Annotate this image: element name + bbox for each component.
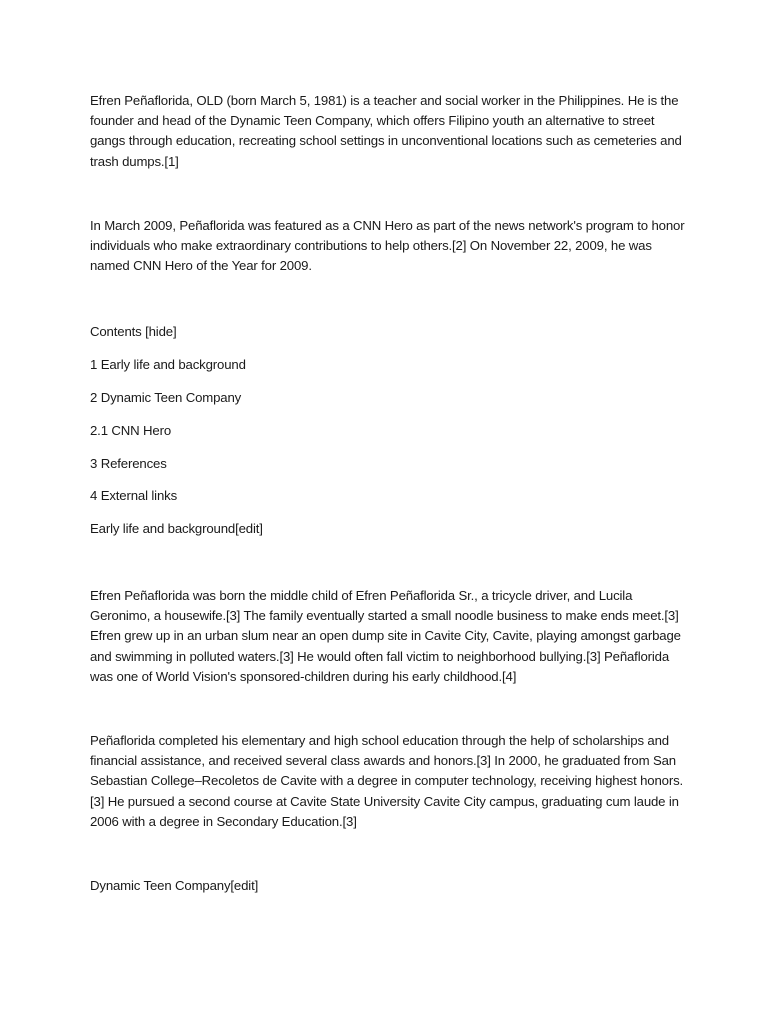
- section-heading-early-life: Early life and background[edit]: [90, 521, 263, 536]
- contents-item-early-life: 1 Early life and background: [90, 357, 246, 372]
- intro-paragraph-1: Efren Peñaflorida, OLD (born March 5, 1981) is a teacher and social worker in the Philippines. He is the founder and head of the Dynamic Teen Company, which offers Filipino youth an alternative to street gangs through education, recreating school settings in unconventional locations such as cemeteries and trash dumps.[1]: [90, 93, 682, 169]
- intro-paragraph-2: In March 2009, Peñaflorida was featured as a CNN Hero as part of the news network's program to honor individuals who make extraordinary contributions to help others.[2] On November 22, 2009, he was named CNN Hero of the Year for 2009.: [90, 218, 685, 274]
- contents-heading: Contents [hide]: [90, 324, 177, 339]
- early-life-paragraph-1: Efren Peñaflorida was born the middle child of Efren Peñaflorida Sr., a tricycle driver, and Lucila Geronimo, a housewife.[3] The family eventually started a small noodle business to make ends meet.[3] Efren grew up in an urban slum near an open dump site in Cavite City, Cavite, playing amongst garbage and swimming in polluted waters.[3] He would often fall victim to neighborhood bullying.[3] Peñaflorida was one of World Vision's sponsored-children during his early childhood.[4]: [90, 588, 681, 684]
- early-life-paragraph-2: Peñaflorida completed his elementary and high school education through the help of scholarships and financial assistance, and received several class awards and honors.[3] In 2000, he graduated from San Sebastian College–Recoletos de Cavite with a degree in computer technology, receiving highest honors.[3] He pursued a second course at Cavite State University Cavite City campus, graduating cum laude in 2006 with a degree in Secondary Education.[3]: [90, 733, 684, 829]
- contents-item-dynamic-teen-company: 2 Dynamic Teen Company: [90, 390, 242, 405]
- contents-item-external-links: 4 External links: [90, 488, 178, 503]
- contents-item-references: 3 References: [90, 456, 167, 471]
- section-heading-dynamic-teen-company: Dynamic Teen Company[edit]: [90, 878, 259, 893]
- contents-item-cnn-hero: 2.1 CNN Hero: [90, 423, 172, 438]
